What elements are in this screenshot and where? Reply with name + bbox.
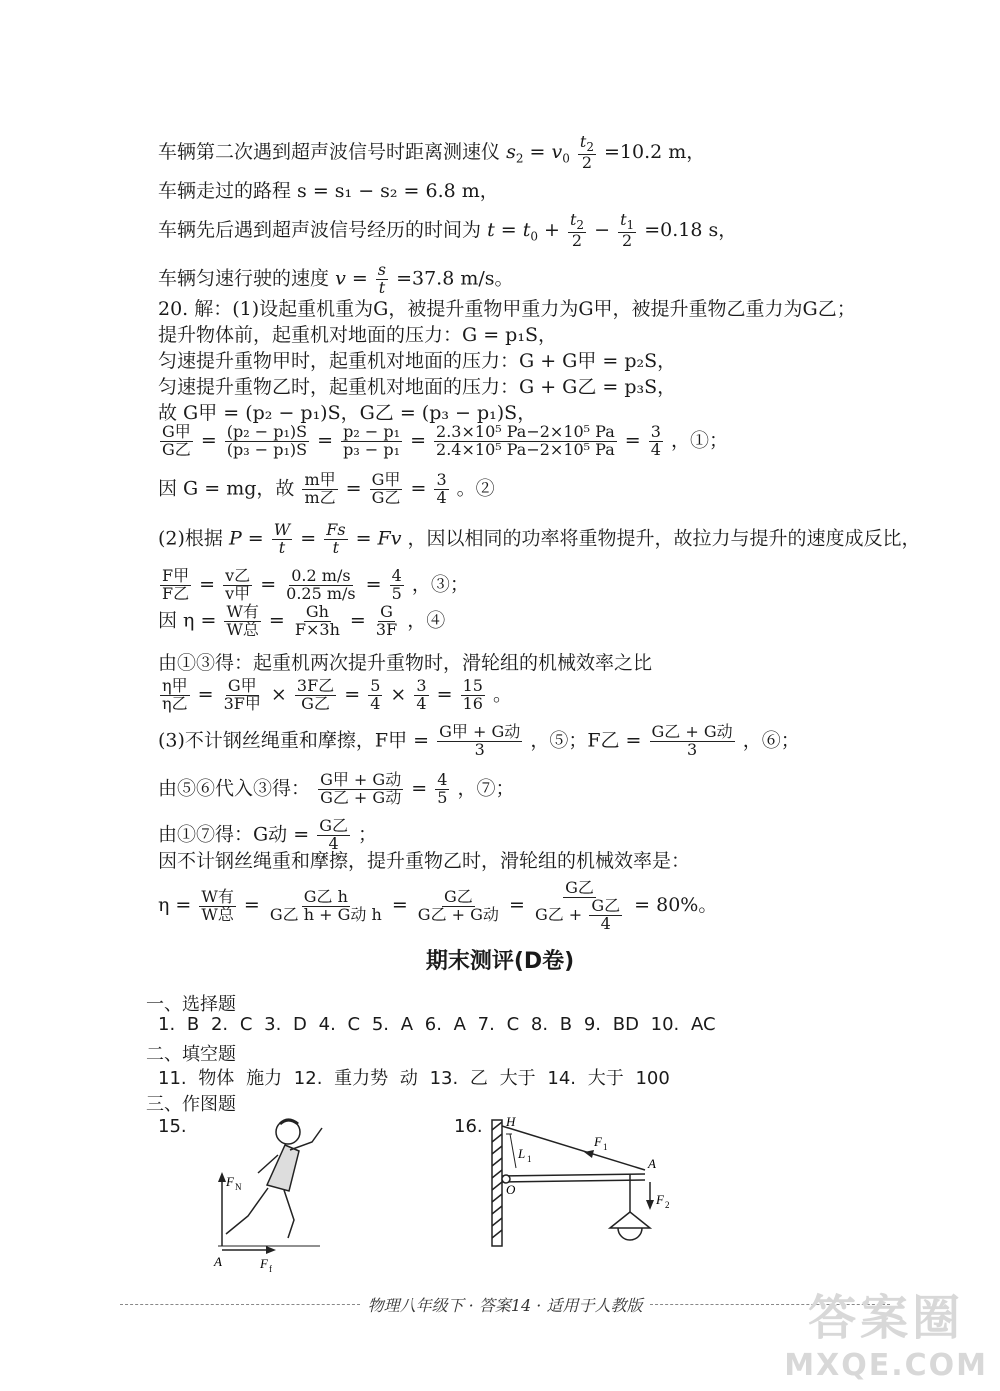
runner-figure	[200, 1110, 350, 1275]
watermark	[784, 1279, 988, 1383]
line-mass: 因 G = mg，故 m甲 m乙 = G甲 G乙 = $\frac{3}{4}$ 。②	[158, 470, 495, 507]
line-final: η = W有 W总 = G乙 h G乙 h + G动 h = G乙 G乙 + G动 = G乙 G乙 + G乙 4 = 80%。	[158, 878, 718, 933]
label-fn: F	[226, 1174, 234, 1189]
footer-text: 物理八年级下 · 答案14 · 适用于人教版	[367, 1296, 643, 1315]
answers-fill: 11. 物体 施力 12. 重力势 动 13. 乙 大于 14. 大于 100	[158, 1068, 670, 1089]
label-h: H	[506, 1114, 516, 1129]
q16-label: 16.	[454, 1116, 483, 1137]
line-distance: 车辆走过的路程 s = s₁ − s₂ = 6.8 m，	[158, 180, 499, 202]
line-gdong: 由①⑦得：G动 = G乙 4 ；	[158, 816, 378, 853]
label-o: O	[506, 1182, 516, 1197]
line-gu: 故 G甲 = (p₂ − p₁)S，G乙 = (p₃ − p₁)S，	[158, 402, 537, 424]
label-f2: F	[656, 1192, 664, 1207]
line-power: (2)根据 P = $\frac{W}{t}$ = $\frac{Fs}{t}$ = Fv ，因以相同的功率将重物提升，故拉力与提升的速度成反比，	[158, 520, 921, 557]
text: 车辆第二次遇到超声波信号时距离测速仪	[158, 140, 501, 163]
section-title: 期末测评(D卷)	[425, 949, 575, 974]
line-before: 提升物体前，起重机对地面的压力：G = p₁S，	[158, 324, 557, 346]
line-speed: 车辆匀速行驶的速度 v = $\frac{s}{t}$ =37.8 m/s。	[158, 260, 514, 297]
heading-choice: 一、选择题	[146, 994, 236, 1015]
line-from13: 由①③得：起重机两次提升重物时，滑轮组的机械效率之比	[158, 652, 653, 674]
line-eta-def: 因 η = W有 W总 = $\frac{Gh}{F\times 3h}$ = $\frac{G}{3F}$ ，④	[158, 602, 446, 639]
label-f1: F	[594, 1134, 602, 1149]
label-f1-sub: 1	[603, 1142, 608, 1152]
watermark-url: MXQE.COM	[784, 1348, 988, 1383]
q15-label: 15.	[158, 1116, 187, 1137]
label-f2-sub: 2	[665, 1200, 670, 1210]
line-eta-ratio: η甲 η乙 = G甲 3F甲 × 3F乙 G乙 = $\frac{5}{4}$ × $\frac{3}{4}$ = $\frac{15}{16}$ 。	[162, 676, 512, 713]
line-force-ratio: F甲 F乙 = v乙 v甲 = $\frac{0.2 m/s}{0.25 m/s}$ = $\frac{4}{5}$ ，③；	[162, 566, 469, 603]
line-s2: 车辆第二次遇到超声波信号时距离测速仪 $s_2 = v_0$ $\frac{t_2}{2}$ =10.2 m，	[158, 132, 706, 172]
line-yi: 匀速提升重物乙时，起重机对地面的压力：G + G乙 = p₃S，	[158, 376, 677, 398]
label-ff-sub: f	[269, 1264, 272, 1274]
label-fn-sub: N	[235, 1182, 242, 1192]
label-a2: A	[648, 1156, 656, 1171]
answers-choice: 1. B 2. C 3. D 4. C 5. A 6. A 7. C 8. B 9. BD 10. AC	[158, 1014, 716, 1035]
line-q20: 20. 解：(1)设起重机重为G，被提升重物甲重力为G甲，被提升重物乙重力为G乙；	[158, 298, 856, 320]
line-ratio1: G甲 G乙 = $\frac{\text{(p₂ − p₁)S}}{\text{(p₃ − p₁)S}}$ = $\frac{\text{p₂ − p₁}}{\text{p₃ − p₁}}$ = $\frac{\text{2.3×10⁵ Pa−2×10⁵ Pa}}{\text{2.4×10⁵ Pa−2×10⁵ Pa}}$ = $\frac{3}{4}$ ，①；	[162, 422, 729, 459]
label-a: A	[214, 1254, 222, 1269]
label-ff: F	[260, 1256, 268, 1271]
label-l1: L	[518, 1146, 526, 1161]
line-part3: (3)不计钢丝绳重和摩擦，F甲 = G甲 + G动 3 ，⑤；F乙 = G乙 + G动 3 ，⑥；	[158, 722, 800, 759]
watermark-logo: 答案圈	[808, 1290, 965, 1346]
page-footer	[120, 1293, 890, 1316]
heading-drawing: 三、作图题	[146, 1094, 236, 1115]
line-time: 车辆先后遇到超声波信号经历的时间为 $t = t_0$ + $\frac{t_2}{2}$ − $\frac{t_1}{2}$ =0.18 s，	[158, 210, 738, 250]
line-sub56: 由⑤⑥代入③得： G甲 + G动 G乙 + G动 = $\frac{4}{5}$ ，⑦；	[158, 770, 515, 807]
heading-fill: 二、填空题	[146, 1044, 236, 1065]
label-l1-sub: 1	[527, 1154, 532, 1164]
lamp-bracket-figure	[480, 1112, 700, 1252]
line-because: 因不计钢丝绳重和摩擦，提升重物乙时，滑轮组的机械效率是：	[158, 850, 691, 872]
line-jia: 匀速提升重物甲时，起重机对地面的压力：G + G甲 = p₂S，	[158, 350, 677, 372]
